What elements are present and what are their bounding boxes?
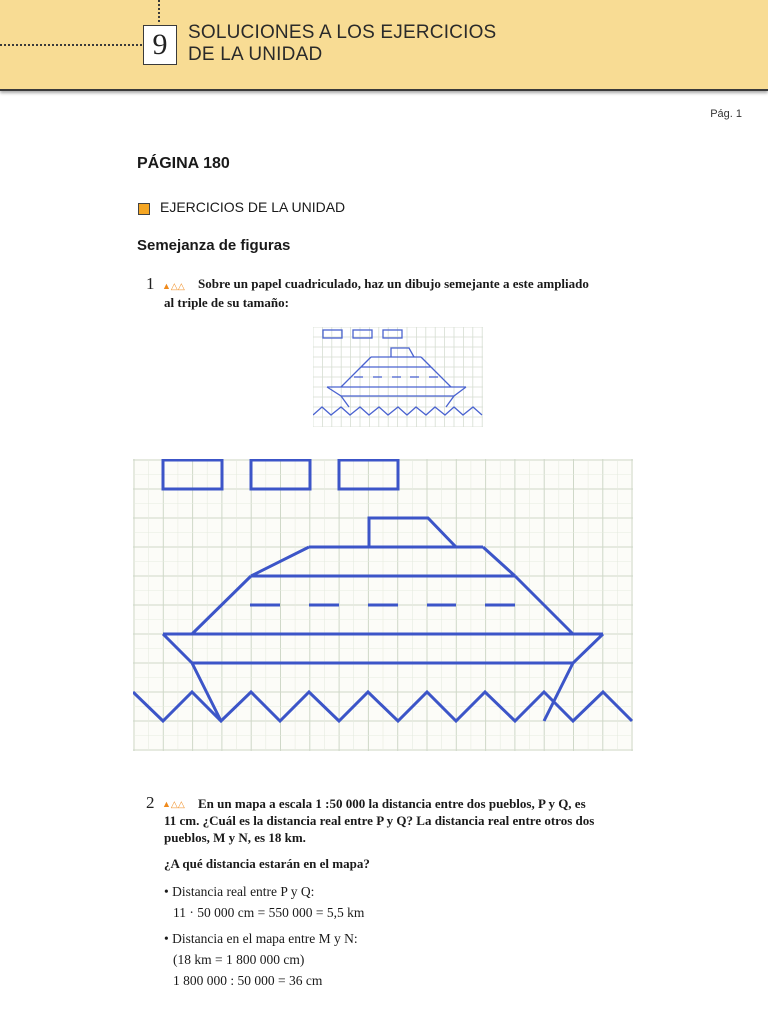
- difficulty-triangles-icon: ▲△△: [162, 281, 185, 291]
- answer-2-calc: 1 800 000 : 50 000 = 36 cm: [173, 973, 323, 988]
- exercise-2-line-3: pueblos, M y N, es 18 km.: [164, 830, 306, 845]
- exercise-2-line-1: En un mapa a escala 1 :50 000 la distancia entre dos pueblos, P y Q, es: [198, 796, 586, 811]
- exercise-2-question: ¿A qué distancia estarán en el mapa?: [164, 856, 370, 871]
- exercise-1-statement: [198, 276, 589, 292]
- unit-number: 9: [143, 25, 177, 65]
- page-heading: PÁGINA 180: [137, 155, 230, 172]
- unit-header: [0, 0, 768, 91]
- exercise-2-line-2: 11 cm. ¿Cuál es la distancia real entre P y Q? La distancia real entre otros dos: [164, 813, 595, 828]
- answer-1-calc: 11 · 50 000 cm = 550 000 = 5,5 km: [173, 905, 365, 920]
- exercise-1-number: 1: [146, 274, 155, 293]
- header-dotted-tick: [158, 0, 160, 22]
- header-dotted-rule: [0, 44, 142, 46]
- section-title: EJERCICIOS DE LA UNIDAD: [160, 199, 346, 215]
- answer-1-label: • Distancia real entre P y Q:: [164, 884, 315, 899]
- exercise-1-line-1: Sobre un papel cuadriculado, haz un dibujo semejante a este ampliado: [198, 276, 589, 291]
- answer-2-conv: (18 km = 1 800 000 cm): [173, 952, 305, 967]
- exercise-1-line-2: al triple de su tamaño:: [164, 295, 289, 310]
- small-ship-drawing: [313, 327, 483, 427]
- unit-title-line-2: DE LA UNIDAD: [188, 44, 323, 65]
- difficulty-triangles-icon-2: ▲△△: [162, 799, 185, 809]
- large-ship-drawing: [133, 459, 633, 751]
- subsection-title: Semejanza de figuras: [137, 237, 291, 254]
- section-square-icon: [138, 203, 150, 215]
- unit-title-line-1: SOLUCIONES A LOS EJERCICIOS: [188, 22, 497, 43]
- exercise-2-number: 2: [146, 793, 155, 812]
- unit-title: [188, 22, 496, 66]
- page-number: Pág. 1: [710, 108, 742, 120]
- answer-2-label: • Distancia en el mapa entre M y N:: [164, 931, 358, 946]
